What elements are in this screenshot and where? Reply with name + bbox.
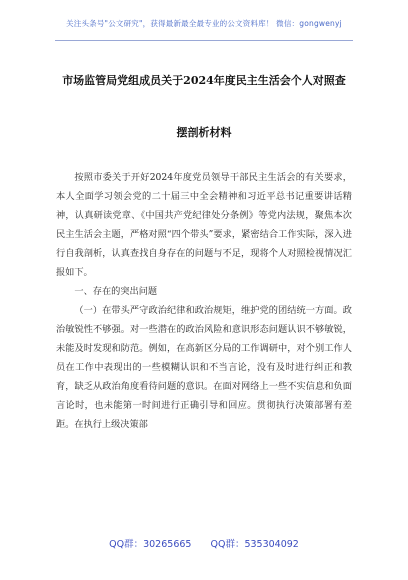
document-body [56, 168, 352, 434]
header-promo-note: 关注头条号"公文研究"，获得最新最全最专业的公文资料库！ 微信：gongwenyj [66, 19, 342, 28]
section-paragraph: （一）在带头严守政治纪律和政治规矩，维护党的团结统一方面。政治敏锐性不够强。对一些潜在的政治风险和意识形态问题认识不够敏锐，未能及时发现和防范。例如，在高新区分局的工作调研中，对个别工作人员在工作中表现出的一些模糊认识和不当言论，没有及时进行纠正和教育，缺乏从政治角度看待问题的意识。在面对网络上一些不实信息和负面言论时，也未能第一时间进行正确引导和回应。贯彻执行决策部署有差距。在执行上级决策部 [56, 305, 352, 430]
footer-qq-groups [0, 536, 408, 550]
document-title-line2: 摆剖析材料 [176, 126, 232, 139]
document-title-line1: 市场监管局党组成员关于2024年度民主生活会个人对照查 [62, 74, 346, 87]
footer-qq-group-1: QQ群：30265665 [109, 539, 192, 550]
intro-paragraph: 按照市委关于开好2024年度党员领导干部民主生活会的有关要求，本人全面学习领会党的二十届三中全会精神和习近平总书记重要讲话精神，认真研读党章、《中国共产党纪律处分条例》等党内法规，聚焦本次民主生活会主题，严格对照“四个带头”要求，紧密结合工作实际，深入进行自我剖析，认真查找自身存在的问题与不足，现将个人对照检视情况汇报如下。 [56, 172, 352, 278]
header-divider [55, 40, 353, 41]
section-heading: 一、存在的突出问题 [74, 286, 158, 297]
footer-qq-group-2: QQ群：535304092 [210, 539, 299, 550]
